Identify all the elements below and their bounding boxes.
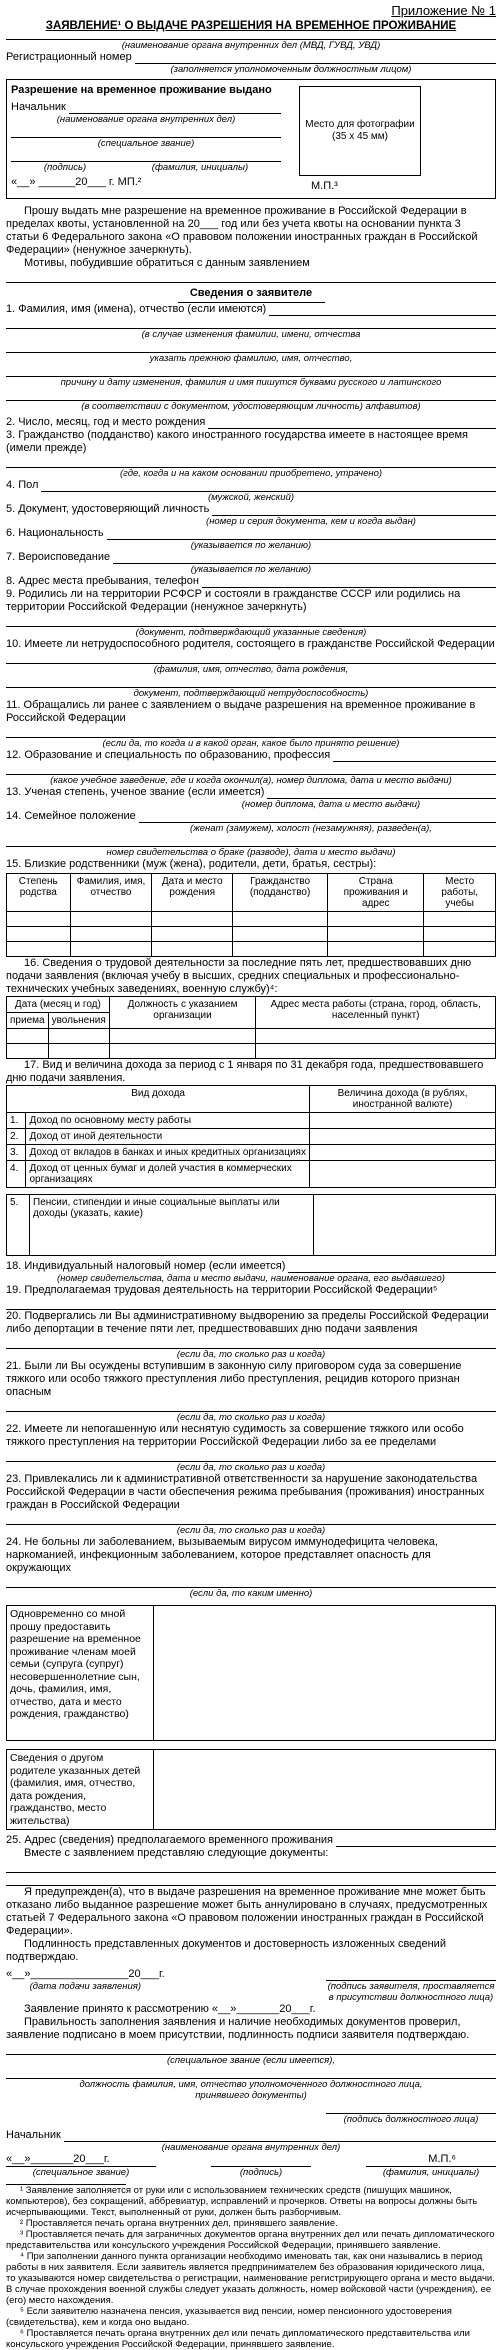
pension-table [6, 1194, 496, 1256]
q2-field[interactable] [208, 416, 496, 429]
submit-date[interactable]: «__»________________20___г. [6, 1968, 165, 1980]
labor-col-position: Должность с указанием организации [109, 997, 256, 1029]
q21-label: 21. Были ли Вы осуждены вступившим в законную силу приговором суда за совершение тяжкого или особо тяжкого преступления либо преступления, рецидив которого признан опасным [6, 1360, 462, 1398]
q1-hint-c: причину и дату изменения, фамилия и имя пишутся буквами русского и латинского [60, 377, 442, 388]
income-row-value[interactable] [310, 1113, 496, 1129]
relatives-col-citizenship: Гражданство (подданство) [233, 874, 328, 912]
q11-field[interactable] [6, 725, 496, 738]
q12-field-b[interactable] [6, 762, 496, 775]
income-row-label: Доход по основному месту работы [26, 1113, 310, 1129]
q5-field[interactable] [212, 503, 496, 516]
footnote-1: ¹ Заявление заполняется от руки или с использованием технических средств (пишущих машинок, компьютеров), без сокращений, аббревиатур, исправлений и прочерков. Ответы на вопросы должны быть исчерпывающими. Текст, выполненный от руки, должен быть разборчивым. [6, 2185, 478, 2218]
q1-hint-b: указать прежнюю фамилию, имя, отчество, [149, 353, 353, 364]
relatives-col-name: Фамилия, имя, отчество [70, 874, 152, 912]
q5-hint: (номер и серия документа, кем и когда выдан) [206, 516, 416, 527]
official-hint-1: должность фамилия, имя, отчество уполномоченного должностного лица, [79, 2079, 423, 2090]
q10-field-a[interactable] [6, 651, 496, 664]
other-parent-label: Сведения о другом родителе указанных детей (фамилия, имя, отчество, дата рождения, гражданство, место жительства) [7, 1750, 154, 1830]
q22-field[interactable] [6, 1449, 496, 1462]
q6-label: 6. Национальность [6, 527, 104, 539]
q22-hint: (если да, то сколько раз и когда) [176, 1462, 326, 1473]
relatives-header-row [7, 874, 496, 912]
income-row-num: 1. [7, 1113, 26, 1129]
official-hint-2: принявшего документы) [195, 2090, 307, 2101]
q12-hint: (какое учебное заведение, где и когда окончил(а), номер диплома, дата и место выдачи) [50, 775, 452, 786]
footnote-2: ² Проставляется печать органа внутренних дел, принявшего заявление. [20, 2218, 338, 2229]
footnotes [6, 2185, 496, 2350]
q1-line-d[interactable] [6, 388, 496, 401]
q16-label: 16. Сведения о трудовой деятельности за последние пять лет, предшествовавших дню подачи заявления (включая учебу в высших, средних специальных и профессионально-технических учебных заведениях, военную службу)⁴: [6, 957, 472, 995]
labor-col-hired: приема [7, 1013, 49, 1029]
q14-hint-b: номер свидетельства о браке (разводе), дата и место выдачи) [106, 847, 396, 858]
chief-bottom-label: Начальник [6, 2129, 61, 2141]
sign-hint: (подпись) [43, 162, 87, 173]
q1-line-b[interactable] [6, 340, 496, 353]
income-row-label: Доход от иной деятельности [26, 1129, 310, 1145]
permit-box-title: Разрешение на временное проживание выдано [11, 84, 272, 96]
form-title: ЗАЯВЛЕНИЕ¹ О ВЫДАЧЕ РАЗРЕШЕНИЯ НА ВРЕМЕННОЕ ПРОЖИВАНИЕ [45, 20, 457, 32]
income-row-num: 3. [7, 1145, 26, 1161]
q1-line-a[interactable] [6, 316, 496, 329]
q14-field-b[interactable] [6, 834, 496, 847]
reg-number-hint: (заполняется уполномоченным должностным лицом) [170, 64, 412, 75]
relatives-table [6, 873, 496, 957]
q2-label: 2. Число, месяц, год и место рождения [6, 416, 206, 428]
footnote-5: ⁵ Если заявителю назначена пенсия, указывается вид пенсии, номер пенсионного удостоверения (свидетельства), кем и когда оно выдано. [6, 2306, 452, 2328]
q1-field[interactable] [269, 303, 496, 316]
official-sign-hint: (подпись должностного лица) [343, 2114, 479, 2125]
q18-field[interactable] [288, 1260, 496, 1273]
reg-number-label: Регистрационный номер [6, 51, 132, 63]
q3-label: 3. Гражданство (подданство) какого иностранного государства имеете в настоящее время (имели прежде) [6, 429, 468, 454]
q3-field[interactable] [6, 455, 496, 468]
applicant-sign-hint-2: в присутствии должностного лица) [328, 1992, 494, 2003]
relatives-col-country: Страна проживания и адрес [328, 874, 424, 912]
q19-field[interactable] [6, 1297, 496, 1310]
chief-sign-hint: (подпись) [211, 2166, 311, 2178]
authority-line[interactable] [6, 33, 496, 40]
q17-label: 17. Вид и величина дохода за период с 1 января по 31 декабря года, предшествовавшего дню подачи заявления. [6, 1059, 484, 1084]
official-rank-hint: (специальное звание (если имеется), [166, 2055, 336, 2066]
chief-bottom-hint: (наименование органа внутренних дел) [161, 2142, 341, 2153]
q23-label: 23. Привлекались ли к административной ответственности за нарушение законодательства Российской Федерации в части обеспечения режима пребывания (проживания) иностранных граждан в Российской Федерации [6, 1473, 485, 1511]
q6-hint: (указывается по желанию) [190, 540, 312, 551]
income-col-type: Вид дохода [7, 1086, 310, 1113]
checked-text: Правильность заполнения заявления и наличие необходимых документов проверил, заявление подписано в моем присутствии, подлинность подписи заявителя подтверждаю. [6, 2016, 470, 2041]
photo-placeholder [299, 86, 421, 176]
q25-label: 25. Адрес (сведения) предполагаемого временного проживания [6, 1834, 334, 1846]
table-row [7, 1129, 496, 1145]
table-row [7, 1161, 496, 1188]
q21-field[interactable] [6, 1399, 496, 1412]
q23-field[interactable] [6, 1512, 496, 1525]
table-row[interactable] [7, 927, 496, 942]
q4-label: 4. Пол [6, 479, 39, 491]
permit-mp: М.П.³ [311, 180, 338, 192]
footnote-3: ³ Проставляется печать для заграничных документов органа внутренних дел или печать дипломатического представительства или консульского учреждения Российской Федерации, принявшего заявление. [6, 2229, 495, 2251]
q19-label: 19. Предполагаемая трудовая деятельность на территории Российской Федерации⁵ [6, 1284, 438, 1296]
q20-hint: (если да, то сколько раз и когда) [176, 1349, 326, 1360]
submit-date-hint: (дата подачи заявления) [29, 1981, 142, 1992]
pension-row-num: 5. [7, 1195, 30, 1256]
labor-col-date: Дата (месяц и год) [7, 997, 110, 1013]
q1-hint-a: (в случае изменения фамилии, имени, отчества [141, 329, 361, 340]
pension-row-value[interactable] [313, 1195, 495, 1256]
other-parent-table [6, 1749, 496, 1830]
q7-hint: (указывается по желанию) [190, 564, 312, 575]
application-form [6, 4, 496, 2350]
q13-field[interactable] [267, 786, 496, 799]
chief-mp: М.П.⁶ [428, 2153, 456, 2165]
family-field[interactable] [154, 1606, 496, 1741]
chief-bottom-field[interactable] [64, 2129, 496, 2142]
q22-label: 22. Имеете ли непогашенную или неснятую судимость за совершение тяжкого или особо тяжкого преступления на территории Российской Федерации либо за ее пределами [6, 1423, 464, 1448]
income-col-value: Величина дохода (в рублях, иностранной валюте) [310, 1086, 496, 1113]
relatives-col-work: Место работы, учебы [424, 874, 496, 912]
q1-line-c[interactable] [6, 364, 496, 377]
permit-date: «__» ______20___ г. МП.² [11, 176, 142, 188]
confirm-text: Подлинность представленных документов и достоверность изложенных сведений подтверждаю. [6, 1938, 446, 1963]
q20-label: 20. Подвергались ли Вы административному выдворению за пределы Российской Федерации либо депортации в течение пяти лет, предшествовавших дню подачи заявления [6, 1310, 489, 1335]
q1-label: 1. Фамилия, имя (имена), отчество (если имеются) [6, 303, 267, 315]
official-name-line[interactable] [6, 2066, 496, 2079]
q25-field[interactable] [336, 1834, 496, 1847]
documents-line-1[interactable] [6, 1860, 496, 1873]
family-table [6, 1605, 496, 1741]
authority-hint: (наименование органа внутренних дел (МВД, ГУВД, УВД) [121, 40, 381, 51]
intro-section [6, 205, 496, 283]
chief-hint: (наименование органа внутренних дел) [56, 114, 236, 125]
q10-hint-b: документ, подтверждающий нетрудоспособность) [133, 688, 369, 699]
q14-field[interactable] [139, 810, 496, 823]
q23-hint: (если да, то сколько раз и когда) [176, 1525, 326, 1536]
family-label: Одновременно со мной прошу предоставить разрешение на временное проживание членам моей семьи (супруга (супруг) несовершеннолетние сын, дочь, фамилия, имя, отчество, дата и место рождения, гражданство) [7, 1606, 154, 1741]
labor-col-address: Адрес места работы (страна, город, область, населенный пункт) [256, 997, 496, 1029]
q13-hint: (номер диплома, дата и место выдачи) [241, 799, 421, 810]
income-row-value[interactable] [310, 1145, 496, 1161]
relatives-col-degree: Степень родства [7, 874, 71, 912]
q10-field-b[interactable] [6, 675, 496, 688]
q11-hint: (если да, то когда и в какой орган, какое было принято решение) [102, 738, 400, 749]
table-row[interactable] [7, 912, 496, 927]
q6-field[interactable] [107, 527, 496, 540]
photo-text: Место для фотографии (35 х 45 мм) [305, 119, 415, 142]
q20-field[interactable] [6, 1336, 496, 1349]
table-row [7, 1195, 496, 1256]
chief-label: Начальник [11, 101, 66, 113]
q9-field[interactable] [6, 614, 496, 627]
chief-name-hint: (фамилия, инициалы) [366, 2166, 496, 2178]
q9-hint: (документ, подтверждающий указанные сведения) [135, 627, 367, 638]
pension-label-text: Пенсии, стипендии и иные социальные выплаты или доходы (указать, какие) [33, 1197, 280, 1219]
footnote-6: ⁶ Проставляется печать органа внутренних дел или печать дипломатического представительства или консульского учреждения Российской Федерации, принявшего заявление. [6, 2328, 470, 2350]
table-row [7, 1113, 496, 1129]
q5-label: 5. Документ, удостоверяющий личность [6, 503, 210, 515]
table-row[interactable] [7, 1044, 496, 1059]
q8-label: 8. Адрес места пребывания, телефон [6, 575, 199, 587]
q12-label: 12. Образование и специальность по образованию, профессия [6, 749, 331, 761]
rank-field[interactable] [11, 125, 281, 138]
documents-label: Вместе с заявлением представляю следующие документы: [24, 1847, 329, 1859]
applicant-sign-hint-1: (подпись заявителя, проставляется [327, 1981, 495, 1992]
q14-hint-a: (женат (замужем), холост (незамужняя), разведен(а), [190, 823, 432, 834]
permit-box [6, 79, 496, 199]
q21-hint: (если да, то сколько раз и когда) [176, 1412, 326, 1423]
income-row-num: 2. [7, 1129, 26, 1145]
accepted-text: Заявление принято к рассмотрению «__»_______20___г. [24, 2003, 316, 2015]
intro-request: Прошу выдать мне разрешение на временное проживание в Российской Федерации в пределах квоты, установленной на 20___ год или без учета квоты на основании пункта 3 статьи 6 Федерального закона «О правовом положении иностранных граждан в Российской Федерации» (ненужное зачеркнуть). [6, 205, 478, 256]
q4-hint: (мужской, женский) [207, 492, 295, 503]
income-row-label: Доход от вкладов в банках и иных кредитных организациях [26, 1145, 310, 1161]
q9-label: 9. Родились ли на территории РСФСР и состояли в гражданстве СССР или родились на территории Российской Федерации (ненужное зачеркнуть) [6, 588, 461, 613]
income-row-value[interactable] [310, 1161, 496, 1188]
table-row[interactable] [7, 942, 496, 957]
reg-number-row [6, 51, 496, 64]
table-row[interactable] [7, 1029, 496, 1044]
pension-row-label [30, 1195, 314, 1256]
relatives-col-birth: Дата и место рождения [152, 874, 233, 912]
q8-field[interactable] [202, 575, 496, 588]
table-row [7, 1145, 496, 1161]
documents-line-2[interactable] [6, 1873, 496, 1886]
income-table [6, 1085, 496, 1188]
official-rank-line[interactable] [6, 2042, 496, 2055]
q15-label: 15. Близкие родственники (муж (жена), родители, дети, братья, сестры): [6, 858, 377, 870]
warning-text: Я предупрежден(а), что в выдаче разрешения на временное проживание мне может быть отказано либо выданное разрешение может быть аннулировано в случаях, предусмотренных статьей 7 Федерального закона «О правовом положении иностранных граждан в Российской Федерации». [6, 1886, 488, 1937]
q18-hint: (номер свидетельства, дата и место выдачи, наименование органа, его выдавшего) [57, 1273, 445, 1284]
q12-field[interactable] [333, 749, 496, 762]
official-signature[interactable] [326, 2101, 496, 2114]
q4-field[interactable] [41, 479, 496, 492]
q1 [6, 303, 496, 412]
q3-hint: (где, когда и на каком основании приобретено, утрачено) [119, 468, 383, 479]
q24-field[interactable] [6, 1575, 496, 1588]
applicant-signature[interactable] [326, 1968, 496, 1981]
q24-hint: (если да, то каким именно) [189, 1588, 313, 1599]
motives-line-1[interactable] [6, 270, 496, 283]
labor-col-fired: увольнения [48, 1013, 109, 1029]
reg-number-field[interactable] [135, 51, 496, 64]
name-hint: (фамилия, инициалы) [151, 162, 249, 173]
income-row-value[interactable] [310, 1129, 496, 1145]
q24-label: 24. Не больны ли заболеванием, вызываемым вирусом иммунодефицита человека, наркоманией, инфекционным заболеванием, которое представляет опасность для окружающих [6, 1536, 438, 1574]
labor-table [6, 996, 496, 1059]
chief-rank-hint: (специальное звание) [6, 2166, 156, 2178]
q10-label: 10. Имеете ли нетрудоспособного родителя, состоящего в гражданстве Российской Федерации [6, 638, 495, 650]
q1-hint-d: (в соответствии с документом, удостоверяющим личность) алфавитов) [81, 401, 421, 412]
q7-field[interactable] [113, 551, 496, 564]
chief-field[interactable] [69, 101, 281, 114]
q18-label: 18. Индивидуальный налоговый номер (если имеется) [6, 1260, 286, 1272]
applicant-heading: Сведения о заявителе [189, 287, 313, 299]
other-parent-field[interactable] [154, 1750, 496, 1830]
rank-hint: (специальное звание) [97, 138, 195, 149]
chief-date[interactable]: «__»_______20___г. [6, 2153, 110, 2165]
q11-label: 11. Обращались ли ранее с заявлением о выдаче разрешения на временное проживание в Российской Федерации [6, 699, 476, 724]
sign-field[interactable] [11, 149, 281, 162]
footnote-4: ⁴ При заполнении данного пункта организации необходимо именовать так, как они назывались в период работы в них заявителя. Если заявитель является предпринимателем без образования юридического лица, то указываются номер свидетельства о регистрации, наименование регистрирующего органа и место выдачи. В случае прохождения военной службы следует указать должность, номер войсковой части (учреждения), ее (его) место нахождения. [6, 2251, 495, 2306]
q13-label: 13. Ученая степень, ученое звание (если имеется) [6, 786, 265, 798]
q7-label: 7. Вероисповедание [6, 551, 111, 563]
q10-hint-a: (фамилия, имя, отчество, дата рождения, [153, 664, 349, 675]
intro-motives: Мотивы, побудившие обратиться с данным заявлением [24, 257, 310, 269]
income-row-label: Доход от ценных бумаг и долей участия в коммерческих организациях [26, 1161, 310, 1188]
appendix-number: Приложение № 1 [391, 3, 496, 18]
income-row-num: 4. [7, 1161, 26, 1188]
q14-label: 14. Семейное положение [6, 810, 136, 822]
